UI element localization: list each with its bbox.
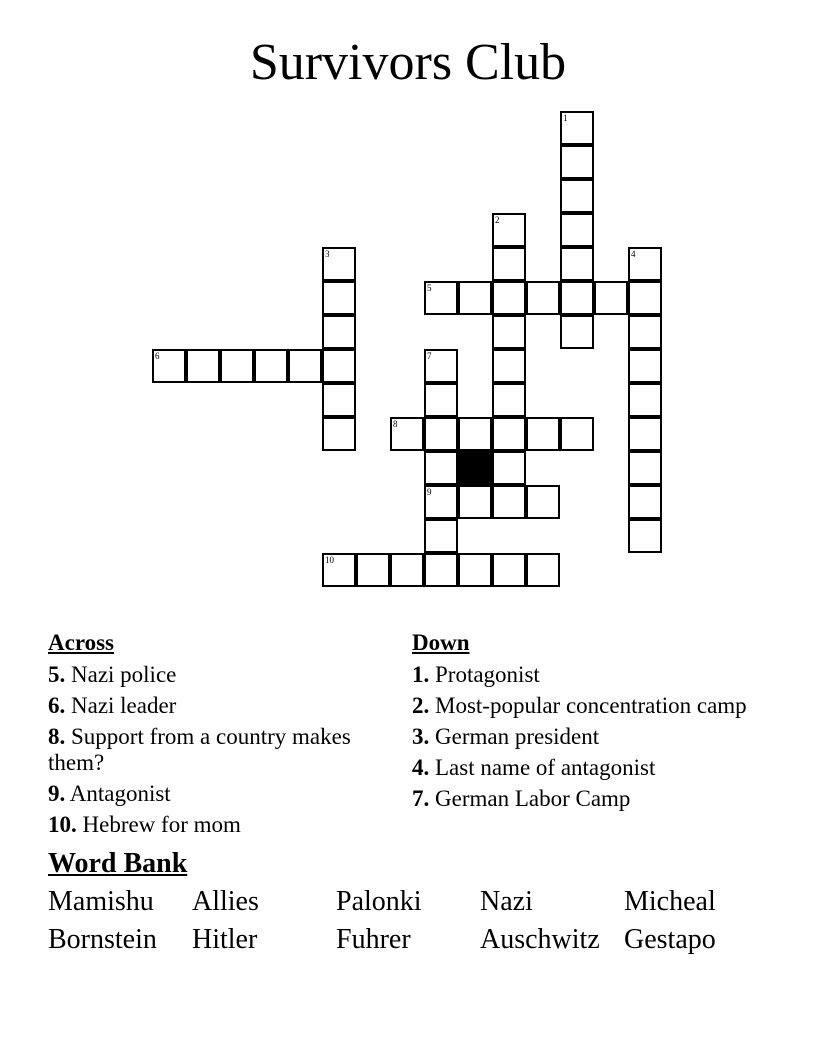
grid-cell[interactable] <box>560 281 594 315</box>
grid-cell[interactable] <box>628 383 662 417</box>
word-bank-row <box>48 884 768 922</box>
word-bank-word: Micheal <box>624 886 716 917</box>
grid-cell[interactable] <box>390 417 424 451</box>
grid-cell[interactable] <box>424 451 458 485</box>
down-clue: 2. Most-popular concentration camp <box>412 693 747 718</box>
clue-number: 4 <box>631 249 636 259</box>
clue-number: 6 <box>155 351 160 361</box>
clue-number: 1 <box>563 113 568 123</box>
word-bank-word: Allies <box>192 886 259 917</box>
grid-cell[interactable] <box>458 417 492 451</box>
grid-cell[interactable] <box>560 247 594 281</box>
word-bank-word: Nazi <box>480 886 533 917</box>
down-clues <box>412 630 752 817</box>
grid-cell[interactable] <box>628 281 662 315</box>
grid-cell[interactable] <box>560 145 594 179</box>
grid-cell[interactable] <box>492 417 526 451</box>
clue-number: 9 <box>427 487 432 497</box>
grid-cell[interactable] <box>560 315 594 349</box>
grid-cell[interactable] <box>492 553 526 587</box>
down-heading: Down <box>412 630 470 655</box>
down-clue: 1. Protagonist <box>412 662 540 687</box>
clue-number: 8 <box>393 419 398 429</box>
across-clue: 6. Nazi leader <box>48 693 177 718</box>
grid-cell[interactable] <box>492 485 526 519</box>
grid-cell[interactable] <box>526 485 560 519</box>
grid-cell[interactable] <box>628 485 662 519</box>
word-bank-word: Fuhrer <box>336 924 411 955</box>
grid-cell[interactable] <box>424 485 458 519</box>
word-bank-row <box>48 922 768 960</box>
grid-cell[interactable] <box>322 315 356 349</box>
grid-cell[interactable] <box>322 417 356 451</box>
word-bank-word: Bornstein <box>48 924 157 955</box>
across-clue: 5. Nazi police <box>48 662 177 687</box>
grid-cell[interactable] <box>424 349 458 383</box>
grid-cell[interactable] <box>492 247 526 281</box>
across-clue: 8. Support from a country makes them? <box>48 724 351 775</box>
grid-cell[interactable] <box>560 111 594 145</box>
down-clue: 7. German Labor Camp <box>412 786 631 811</box>
grid-cell[interactable] <box>628 315 662 349</box>
grid-cell[interactable] <box>492 383 526 417</box>
grid-cell[interactable] <box>458 553 492 587</box>
grid-cell[interactable] <box>424 281 458 315</box>
grid-cell[interactable] <box>424 383 458 417</box>
grid-cell[interactable] <box>152 349 186 383</box>
clue-number: 2 <box>495 215 500 225</box>
grid-cell[interactable] <box>424 519 458 553</box>
grid-cell[interactable] <box>186 349 220 383</box>
clue-number: 7 <box>427 351 432 361</box>
grid-cell[interactable] <box>424 417 458 451</box>
grid-cell[interactable] <box>220 349 254 383</box>
across-clue: 9. Antagonist <box>48 781 171 806</box>
grid-cell[interactable] <box>492 349 526 383</box>
grid-cell[interactable] <box>492 281 526 315</box>
shaded-cell <box>458 451 492 485</box>
grid-cell[interactable] <box>560 417 594 451</box>
grid-cell[interactable] <box>458 281 492 315</box>
grid-cell[interactable] <box>254 349 288 383</box>
grid-cell[interactable] <box>628 519 662 553</box>
down-clue: 4. Last name of antagonist <box>412 755 656 780</box>
grid-cell[interactable] <box>560 213 594 247</box>
grid-cell[interactable] <box>628 451 662 485</box>
grid-cell[interactable] <box>424 553 458 587</box>
word-bank-heading: Word Bank <box>48 848 188 879</box>
down-clue: 3. German president <box>412 724 600 749</box>
clue-number: 3 <box>325 249 330 259</box>
grid-cell[interactable] <box>526 553 560 587</box>
grid-cell[interactable] <box>492 451 526 485</box>
grid-cell[interactable] <box>628 349 662 383</box>
grid-cell[interactable] <box>628 247 662 281</box>
grid-cell[interactable] <box>390 553 424 587</box>
across-clues <box>48 630 378 843</box>
grid-cell[interactable] <box>322 281 356 315</box>
grid-cell[interactable] <box>288 349 322 383</box>
grid-cell[interactable] <box>628 417 662 451</box>
grid-cell[interactable] <box>492 315 526 349</box>
grid-cell[interactable] <box>322 553 356 587</box>
grid-cell[interactable] <box>322 383 356 417</box>
word-bank-word: Hitler <box>192 924 258 955</box>
grid-cell[interactable] <box>526 417 560 451</box>
grid-cell[interactable] <box>356 553 390 587</box>
across-clue: 10. Hebrew for mom <box>48 812 241 837</box>
grid-cell[interactable] <box>492 213 526 247</box>
word-bank <box>48 884 768 960</box>
grid-cell[interactable] <box>322 247 356 281</box>
grid-cell[interactable] <box>526 281 560 315</box>
word-bank-word: Mamishu <box>48 886 154 917</box>
grid-cell[interactable] <box>560 179 594 213</box>
across-heading: Across <box>48 630 115 655</box>
word-bank-word: Auschwitz <box>480 924 600 955</box>
clue-number: 5 <box>427 283 432 293</box>
grid-cell[interactable] <box>322 349 356 383</box>
puzzle-title: Survivors Club <box>249 34 567 91</box>
word-bank-word: Palonki <box>336 886 422 917</box>
clue-number: 10 <box>325 555 334 565</box>
grid-cell[interactable] <box>458 485 492 519</box>
grid-cell[interactable] <box>594 281 628 315</box>
word-bank-word: Gestapo <box>624 924 716 955</box>
